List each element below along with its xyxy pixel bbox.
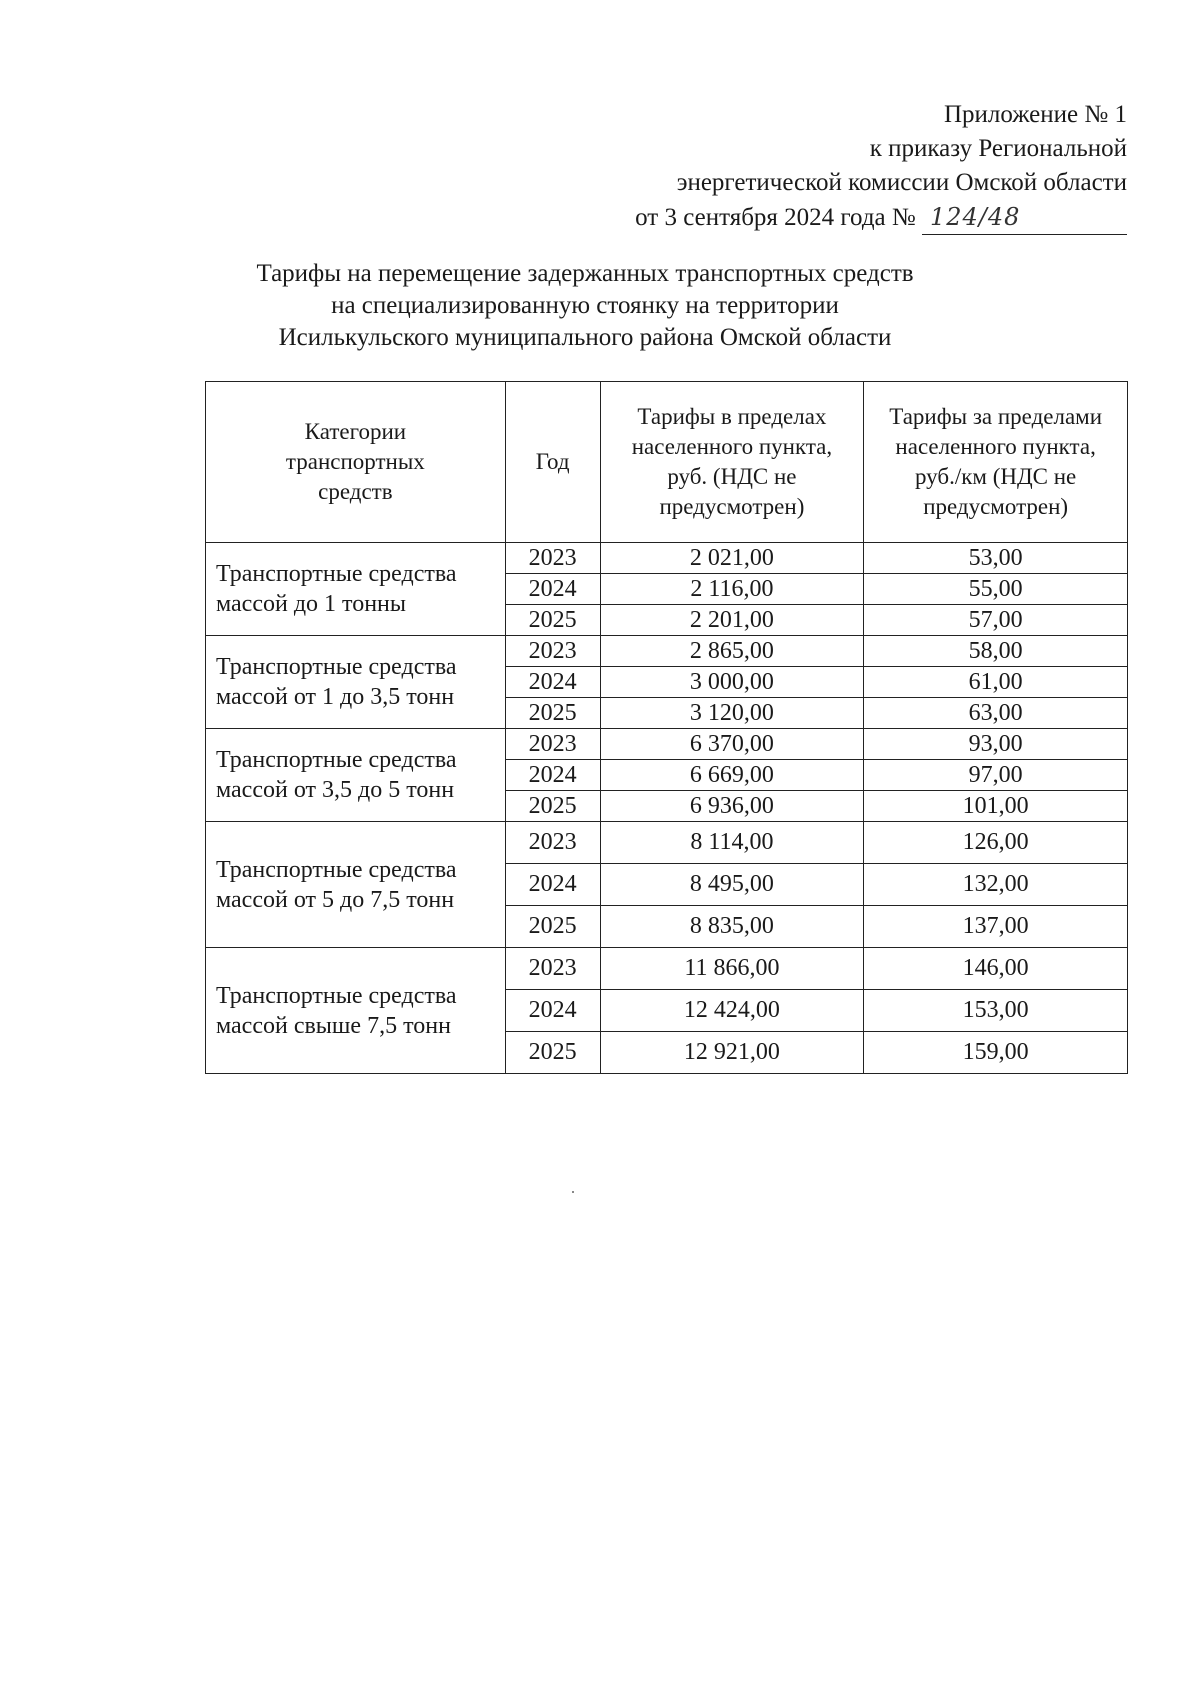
appendix-line-3: энергетической комиссии Омской области [676,169,1127,196]
category-cell: Транспортные средства массой свыше 7,5 тонн [206,948,506,1074]
year-cell: 2023 [505,822,600,864]
out-city-tariff-cell: 97,00 [864,760,1128,791]
out-city-tariff-cell: 132,00 [864,864,1128,906]
out-city-tariff-cell: 55,00 [864,574,1128,605]
table-row [206,729,1128,760]
order-number-handwritten: 124/48 [922,200,1127,235]
title-line-2: на специализированную стоянку на территории [331,292,839,319]
out-city-tariff-cell: 146,00 [864,948,1128,990]
out-city-tariff-cell: 63,00 [864,698,1128,729]
year-cell: 2025 [505,605,600,636]
year-cell: 2024 [505,574,600,605]
in-city-tariff-cell: 3 120,00 [600,698,864,729]
year-cell: 2023 [505,729,600,760]
in-city-tariff-cell: 6 669,00 [600,760,864,791]
header-year: Год [505,382,600,543]
out-city-tariff-cell: 58,00 [864,636,1128,667]
out-city-tariff-cell: 93,00 [864,729,1128,760]
tariffs-table [205,381,1128,1074]
title-line-3: Исилькульского муниципального района Омской области [278,324,892,351]
out-city-tariff-cell: 153,00 [864,990,1128,1032]
year-cell: 2023 [505,543,600,574]
out-city-tariff-cell: 53,00 [864,543,1128,574]
year-cell: 2024 [505,990,600,1032]
in-city-tariff-cell: 6 370,00 [600,729,864,760]
in-city-tariff-cell: 2 201,00 [600,605,864,636]
title-line-1: Тарифы на перемещение задержанных транспортных средств [256,260,914,287]
out-city-tariff-cell: 126,00 [864,822,1128,864]
out-city-tariff-cell: 61,00 [864,667,1128,698]
table-row [206,636,1128,667]
table-row [206,543,1128,574]
year-cell: 2023 [505,948,600,990]
appendix-line-1: Приложение № 1 [943,101,1127,128]
year-cell: 2024 [505,667,600,698]
out-city-tariff-cell: 159,00 [864,1032,1128,1074]
in-city-tariff-cell: 12 424,00 [600,990,864,1032]
out-city-tariff-cell: 101,00 [864,791,1128,822]
header-in-city: Тарифы в пределах населенного пункта, руб. (НДС не предусмотрен) [600,382,864,543]
year-cell: 2024 [505,864,600,906]
in-city-tariff-cell: 2 116,00 [600,574,864,605]
table-row [206,948,1128,990]
table-body [206,543,1128,1074]
in-city-tariff-cell: 2 021,00 [600,543,864,574]
in-city-tariff-cell: 6 936,00 [600,791,864,822]
year-cell: 2025 [505,791,600,822]
in-city-tariff-cell: 11 866,00 [600,948,864,990]
category-cell: Транспортные средства массой от 1 до 3,5 тонн [206,636,506,729]
table-header-row [206,382,1128,543]
appendix-header [567,98,1127,235]
out-city-tariff-cell: 57,00 [864,605,1128,636]
year-cell: 2025 [505,698,600,729]
order-date: от 3 сентября 2024 года № [635,204,916,231]
in-city-tariff-cell: 3 000,00 [600,667,864,698]
category-cell: Транспортные средства массой от 5 до 7,5 тонн [206,822,506,948]
in-city-tariff-cell: 2 865,00 [600,636,864,667]
year-cell: 2025 [505,1032,600,1074]
table-row [206,822,1128,864]
category-cell: Транспортные средства массой до 1 тонны [206,543,506,636]
year-cell: 2025 [505,906,600,948]
header-category: Категории транспортных средств [206,382,506,543]
year-cell: 2024 [505,760,600,791]
document-title [205,258,965,354]
in-city-tariff-cell: 8 835,00 [600,906,864,948]
header-out-city: Тарифы за пределами населенного пункта, руб./км (НДС не предусмотрен) [864,382,1128,543]
in-city-tariff-cell: 8 495,00 [600,864,864,906]
category-cell: Транспортные средства массой от 3,5 до 5 тонн [206,729,506,822]
in-city-tariff-cell: 12 921,00 [600,1032,864,1074]
order-date-line [567,200,1127,235]
out-city-tariff-cell: 137,00 [864,906,1128,948]
appendix-line-2: к приказу Региональной [869,135,1127,162]
scan-speck [572,1191,574,1193]
year-cell: 2023 [505,636,600,667]
in-city-tariff-cell: 8 114,00 [600,822,864,864]
